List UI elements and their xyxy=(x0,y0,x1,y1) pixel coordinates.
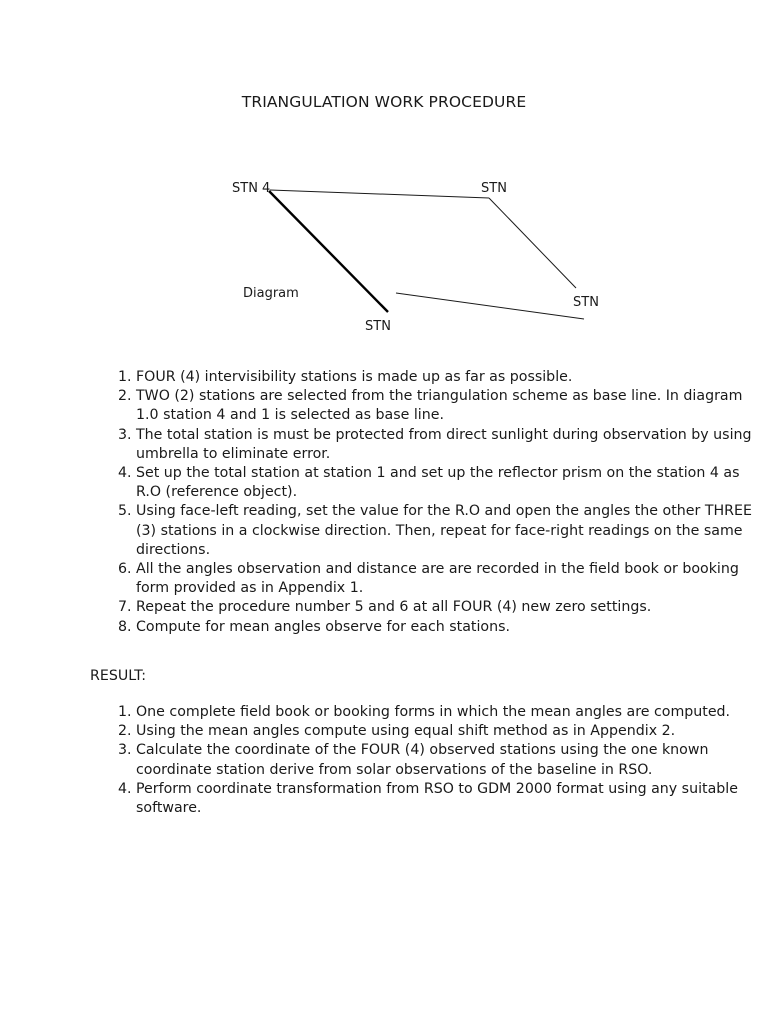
procedure-step: 2. TWO (2) stations are selected from the triangulation scheme as base line. In diagram 1.0 station 4 and 1 is selected as base line. xyxy=(136,387,756,425)
procedure-step: 6. All the angles observation and distance are are recorded in the field book or booking form provided as in Appendix 1. xyxy=(136,560,756,598)
procedure-step: 7. Repeat the procedure number 5 and 6 at all FOUR (4) new zero settings. xyxy=(136,598,756,617)
result-item: 1. One complete field book or booking forms in which the mean angles are computed. xyxy=(136,703,756,722)
result-heading: RESULT: xyxy=(90,668,147,684)
station-label-stn4: STN 4 xyxy=(232,181,271,196)
station-label-bottom: STN xyxy=(365,319,391,334)
procedure-step: 3. The total station is must be protected from direct sunlight during observation by using umbrella to eliminate error. xyxy=(136,426,756,464)
station-label-right: STN xyxy=(573,295,599,310)
station-label-top: STN xyxy=(481,181,507,196)
triangulation-diagram xyxy=(0,0,768,360)
result-item: 3. Calculate the coordinate of the FOUR (4) observed stations using the one known coordinate station derive from solar observations of the baseline in RSO. xyxy=(136,741,756,779)
result-item: 4. Perform coordinate transformation from RSO to GDM 2000 format using any suitable software. xyxy=(136,780,756,818)
procedure-step: 5. Using face-left reading, set the value for the R.O and open the angles the other THREE (3) stations in a clockwise direction. Then, repeat for face-right readings on the same directions. xyxy=(136,502,756,560)
procedure-steps xyxy=(90,368,756,637)
line-stn-top-stn-right xyxy=(489,198,576,288)
procedure-step: 1. FOUR (4) intervisibility stations is made up as far as possible. xyxy=(136,368,756,387)
procedure-step: 8. Compute for mean angles observe for each stations. xyxy=(136,618,756,637)
procedure-step: 4. Set up the total station at station 1 and set up the reflector prism on the station 4 as R.O (reference object). xyxy=(136,464,756,502)
line-stn-bottom-stn-right xyxy=(396,293,584,319)
page-title: TRIANGULATION WORK PROCEDURE xyxy=(241,93,527,111)
diagram-label: Diagram xyxy=(243,286,299,301)
result-items xyxy=(90,703,756,818)
result-item: 2. Using the mean angles compute using equal shift method as in Appendix 2. xyxy=(136,722,756,741)
line-stn4-stn-top xyxy=(270,190,489,198)
